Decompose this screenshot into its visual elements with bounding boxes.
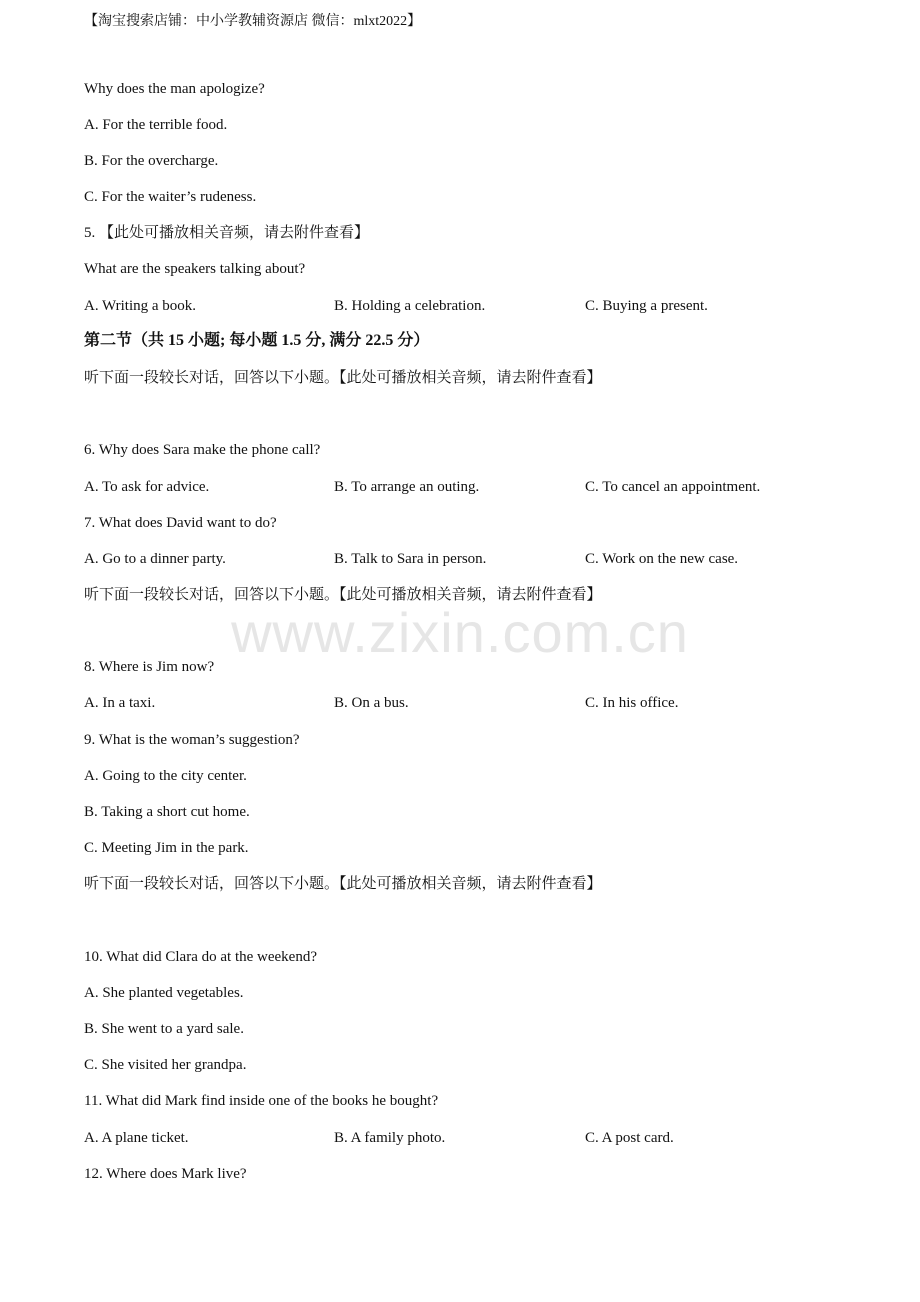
section-2-heading: 第二节（共 15 小题; 每小题 1.5 分, 满分 22.5 分） (84, 332, 430, 349)
q5-number: 5. 【此处可播放相关音频，请去附件查看】 (84, 225, 370, 241)
q4-question: Why does the man apologize? (84, 81, 265, 97)
instruction-2: 听下面一段较长对话，回答以下小题。【此处可播放相关音频，请去附件查看】 (84, 587, 602, 603)
q5-question: What are the speakers talking about? (84, 261, 306, 277)
q4-option-a: A. For the terrible food. (84, 117, 228, 133)
q11-option-a: A. A plane ticket. (84, 1130, 189, 1146)
q8-option-a: A. In a taxi. (84, 695, 156, 711)
instruction-1: 听下面一段较长对话，回答以下小题。【此处可播放相关音频，请去附件查看】 (84, 370, 602, 386)
q8-question: 8. Where is Jim now? (84, 659, 215, 675)
q9-option-b: B. Taking a short cut home. (84, 804, 250, 820)
q7-option-a: A. Go to a dinner party. (84, 551, 226, 567)
q6-option-c: C. To cancel an appointment. (585, 479, 761, 495)
q12-question: 12. Where does Mark live? (84, 1166, 247, 1182)
q10-question: 10. What did Clara do at the weekend? (84, 949, 317, 965)
q11-option-b: B. A family photo. (334, 1130, 446, 1146)
watermark: www.zixin.com.cn (231, 601, 689, 664)
q5-option-a: A. Writing a book. (84, 298, 197, 314)
q7-question: 7. What does David want to do? (84, 515, 277, 531)
q7-option-b: B. Talk to Sara in person. (334, 551, 487, 567)
q4-option-b: B. For the overcharge. (84, 153, 219, 169)
q9-option-a: A. Going to the city center. (84, 768, 247, 784)
q6-option-a: A. To ask for advice. (84, 479, 210, 495)
q4-option-c: C. For the waiter’s rudeness. (84, 189, 257, 205)
q6-question: 6. Why does Sara make the phone call? (84, 442, 321, 458)
q9-option-c: C. Meeting Jim in the park. (84, 840, 249, 856)
q5-option-b: B. Holding a celebration. (334, 298, 486, 314)
q11-option-c: C. A post card. (585, 1130, 674, 1146)
q5-option-c: C. Buying a present. (585, 298, 708, 314)
q11-question: 11. What did Mark find inside one of the books he bought? (84, 1093, 439, 1109)
q10-option-c: C. She visited her grandpa. (84, 1057, 247, 1073)
q8-option-b: B. On a bus. (334, 695, 409, 711)
page-header: 【淘宝搜索店铺：中小学教辅资源店 微信：mlxt2022】 (84, 14, 422, 29)
q10-option-b: B. She went to a yard sale. (84, 1021, 244, 1037)
q6-option-b: B. To arrange an outing. (334, 479, 480, 495)
q7-option-c: C. Work on the new case. (585, 551, 739, 567)
q9-question: 9. What is the woman’s suggestion? (84, 732, 300, 748)
instruction-3: 听下面一段较长对话，回答以下小题。【此处可播放相关音频，请去附件查看】 (84, 876, 602, 892)
q10-option-a: A. She planted vegetables. (84, 985, 244, 1001)
q8-option-c: C. In his office. (585, 695, 679, 711)
